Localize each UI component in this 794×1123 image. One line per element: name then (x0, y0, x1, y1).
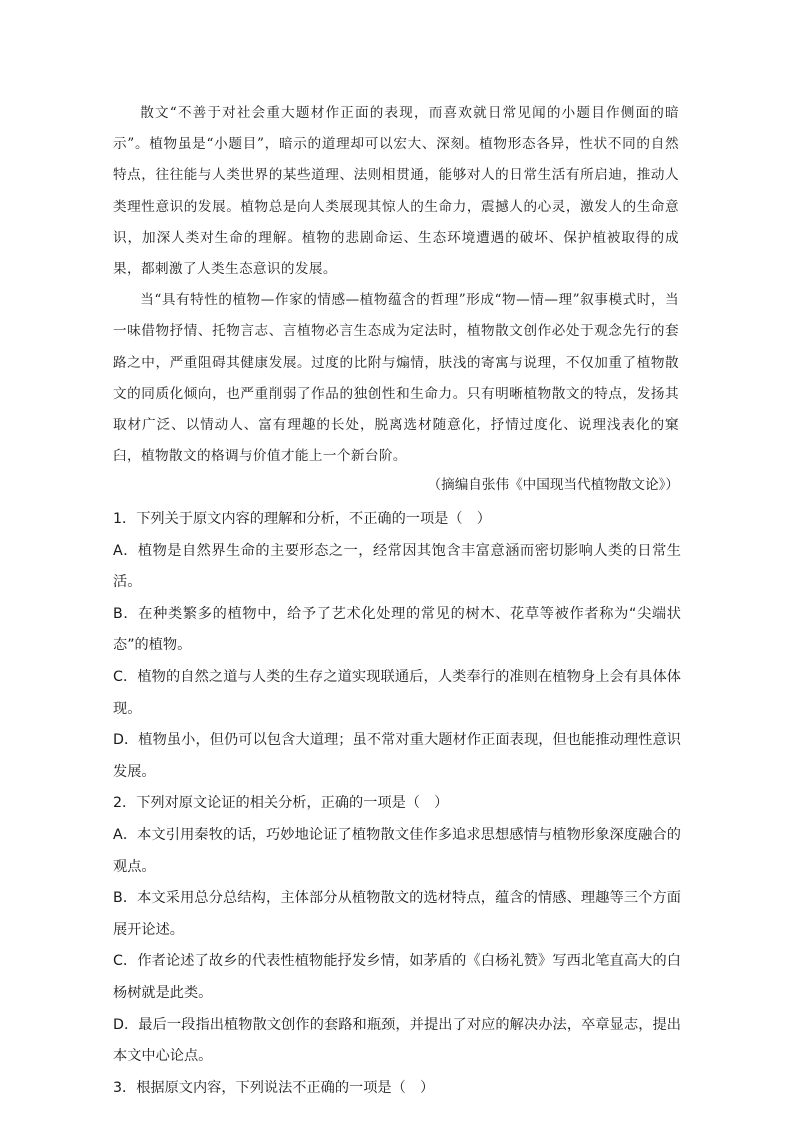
passage-paragraph-1: 散文“不善于对社会重大题材作正面的表现，而喜欢就日常见闻的小题目作侧面的暗示”。植物虽是“小题目”，暗示的道理却可以宏大、深刻。植物形态各异，性状不同的自然特点，往往能与人类世界的某些道理、法则相贯通，能够对人的日常生活有所启迪，推动人类理性意识的发展。植物总是向人类展现其惊人的生命力，震撼人的心灵，激发人的生命意识，加深人类对生命的理解。植物的悲剧命运、生态环境遭遇的破坏、保护植被取得的成果，都刺激了人类生态意识的发展。 (113, 105, 679, 278)
question-list (113, 504, 681, 1104)
question-1-stem: 1．下列关于原文内容的理解和分析，不正确的一项是（ ） (113, 511, 491, 527)
passage-paragraph-2: 当“具有特性的植物—作家的情感—植物蕴含的哲理”形成“物—情—理”叙事模式时，当一味借物抒情、托物言志、言植物必言生态成为定法时，植物散文创作必处于观念先行的套路之中，严重阻碍其健康发展。过度的比附与煽情，肤浅的寄寓与说理，不仅加重了植物散文的同质化倾向，也严重削弱了作品的独创性和生命力。只有明晰植物散文的特点，发扬其取材广泛、以情动人、富有理趣的长处，脱离选材随意化，抒情过度化、说理浅表化的窠臼，植物散文的格调与价值才能上一个新台阶。 (113, 292, 679, 465)
passage-source: （摘编自张伟《中国现当代植物散文论》） (427, 477, 679, 493)
question-2-option-a: A．本文引用秦牧的话，巧妙地论证了植物散文佳作多追求思想感情与植物形象深度融合的观点。 (113, 826, 681, 875)
question-1-option-d: D．植物虽小，但仍可以包含大道理；虽不常对重大题材作正面表现，但也能推动理性意识发展。 (113, 732, 681, 780)
question-2-option-c: C．作者论述了故乡的代表性植物能抒发乡情，如茅盾的《白杨礼赞》写西北笔直高大的白杨树就是此类。 (113, 953, 681, 1001)
question-1-option-c: C．植物的自然之道与人类的生存之道实现联通后，人类奉行的准则在植物身上会有具体体现。 (113, 668, 681, 717)
question-3-stem: 3．根据原文内容，下列说法不正确的一项是（ ） (113, 1079, 435, 1096)
question-2-option-b: B．本文采用总分总结构，主体部分从植物散文的选材特点，蕴含的情感、理趣等三个方面展开论述。 (113, 890, 681, 938)
question-2-stem: 2．下列对原文论证的相关分析，正确的一项是（ ） (113, 795, 449, 812)
question-1-option-a: A．植物是自然界生命的主要形态之一，经常因其饱含丰富意涵而密切影响人类的日常生活。 (113, 542, 681, 591)
question-1-option-b: B．在种类繁多的植物中，给予了艺术化处理的常见的树木、花草等被作者称为“尖端状态”的植物。 (113, 605, 681, 654)
question-2-option-d: D．最后一段指出植物散文创作的套路和瓶颈，并提出了对应的解决办法，卒章显志，提出本文中心论点。 (113, 1016, 681, 1065)
reading-passage (113, 98, 679, 472)
